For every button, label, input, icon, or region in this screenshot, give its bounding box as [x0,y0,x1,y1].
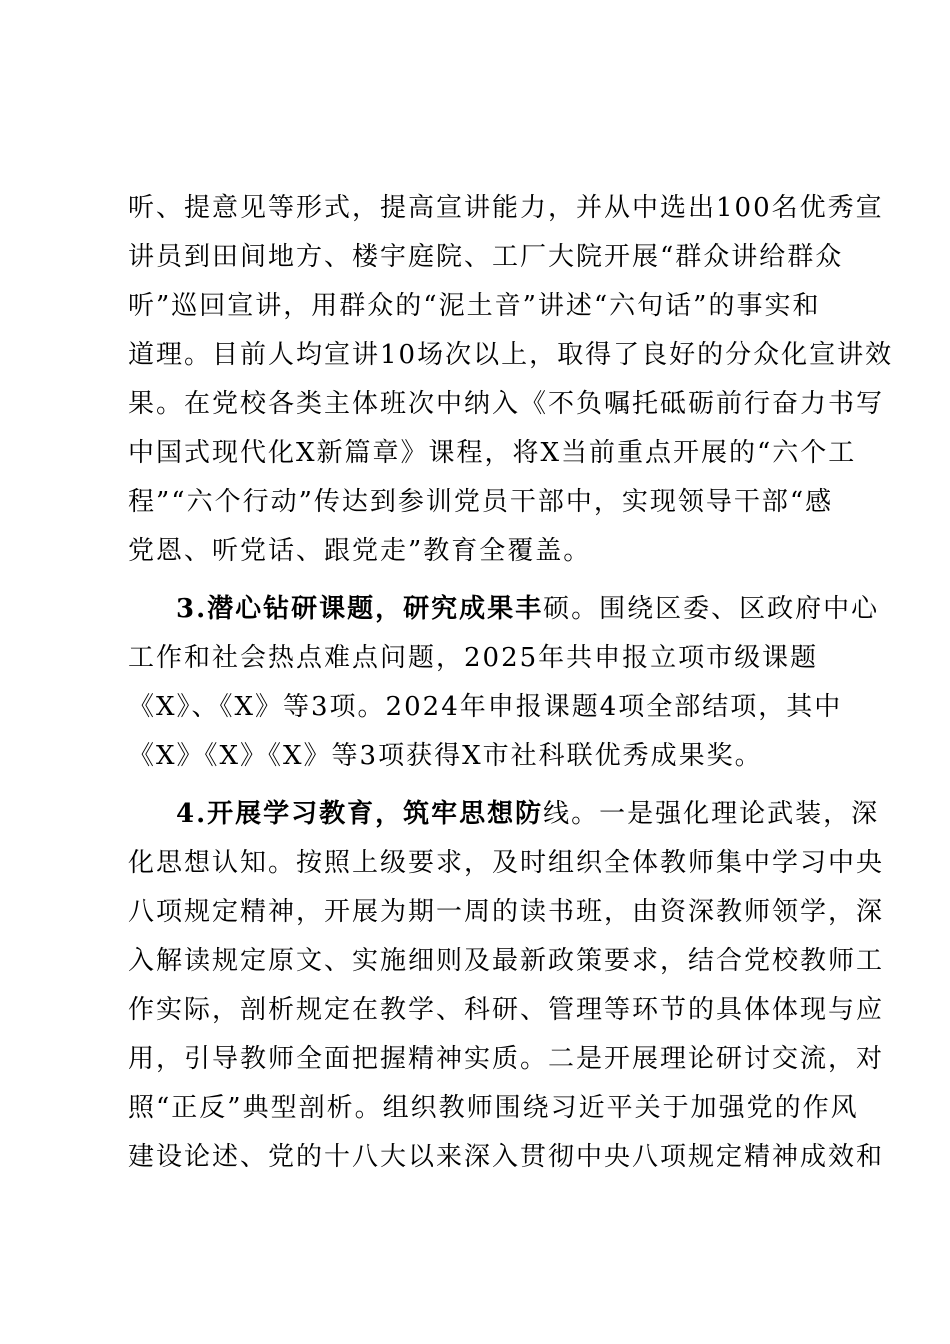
section-4-paragraph [128,790,885,1182]
text-line: 用，引导教师全面把握精神实质。二是开展理论研讨交流，对 [128,1044,885,1074]
section-3-first-line [128,585,880,634]
text-line: 入解读规定原文、实施细则及最新政策要求，结合党校教师工 [128,946,885,976]
section-4-first-line-text: 线。一是强化理论武装，深 [543,799,880,829]
text-line: 讲员到田间地方、楼宇庭院、工厂大院开展“群众讲给群众 [128,242,844,272]
text-line: 党恩、听党话、跟党走”教育全覆盖。 [128,536,592,566]
section-3-first-line-text: 硕。围绕区委、区政府中心 [543,594,880,624]
text-line: 程”“六个行动”传达到参训党员干部中，实现领导干部“感 [128,487,834,517]
text-line: 听、提意见等形式，提高宣讲能力，并从中选出100名优秀宣 [128,193,884,223]
text-line: 工作和社会热点难点问题，2025年共申报立项市级课题 [128,643,819,673]
text-line: 八项规定精神，开展为期一周的读书班，由资深教师领学，深 [128,897,885,927]
section-3-paragraph [128,585,880,781]
text-line: 听”巡回宣讲，用群众的“泥土音”讲述“六句话”的事实和 [128,291,821,321]
section-3-heading: 3.潜心钻研课题，研究成果丰 [176,594,544,624]
text-line: 《X》、《X》等3项。2024年申报课题4项全部结项，其中 [128,692,843,722]
text-line: 《X》《X》《X》等3项获得X市社科联优秀成果奖。 [128,741,763,771]
text-line: 化思想认知。按照上级要求，及时组织全体教师集中学习中央 [128,848,885,878]
text-line: 建设论述、党的十八大以来深入贯彻中央八项规定精神成效和 [128,1142,885,1172]
section-4-first-line [128,790,880,839]
text-line: 作实际，剖析规定在教学、科研、管理等环节的具体体现与应 [128,995,885,1025]
document-body [128,184,894,1182]
paragraph-continued [128,184,894,576]
section-4-heading: 4.开展学习教育，筑牢思想防 [176,799,544,829]
text-line: 道理。目前人均宣讲10场次以上，取得了良好的分众化宣讲效 [128,340,894,370]
text-line: 果。在党校各类主体班次中纳入《不负嘱托砥砺前行奋力书写 [128,389,885,419]
text-line: 照“正反”典型剖析。组织教师围绕习近平关于加强党的作风 [128,1093,859,1123]
text-line: 中国式现代化X新篇章》课程，将X当前重点开展的“六个工 [128,438,857,468]
